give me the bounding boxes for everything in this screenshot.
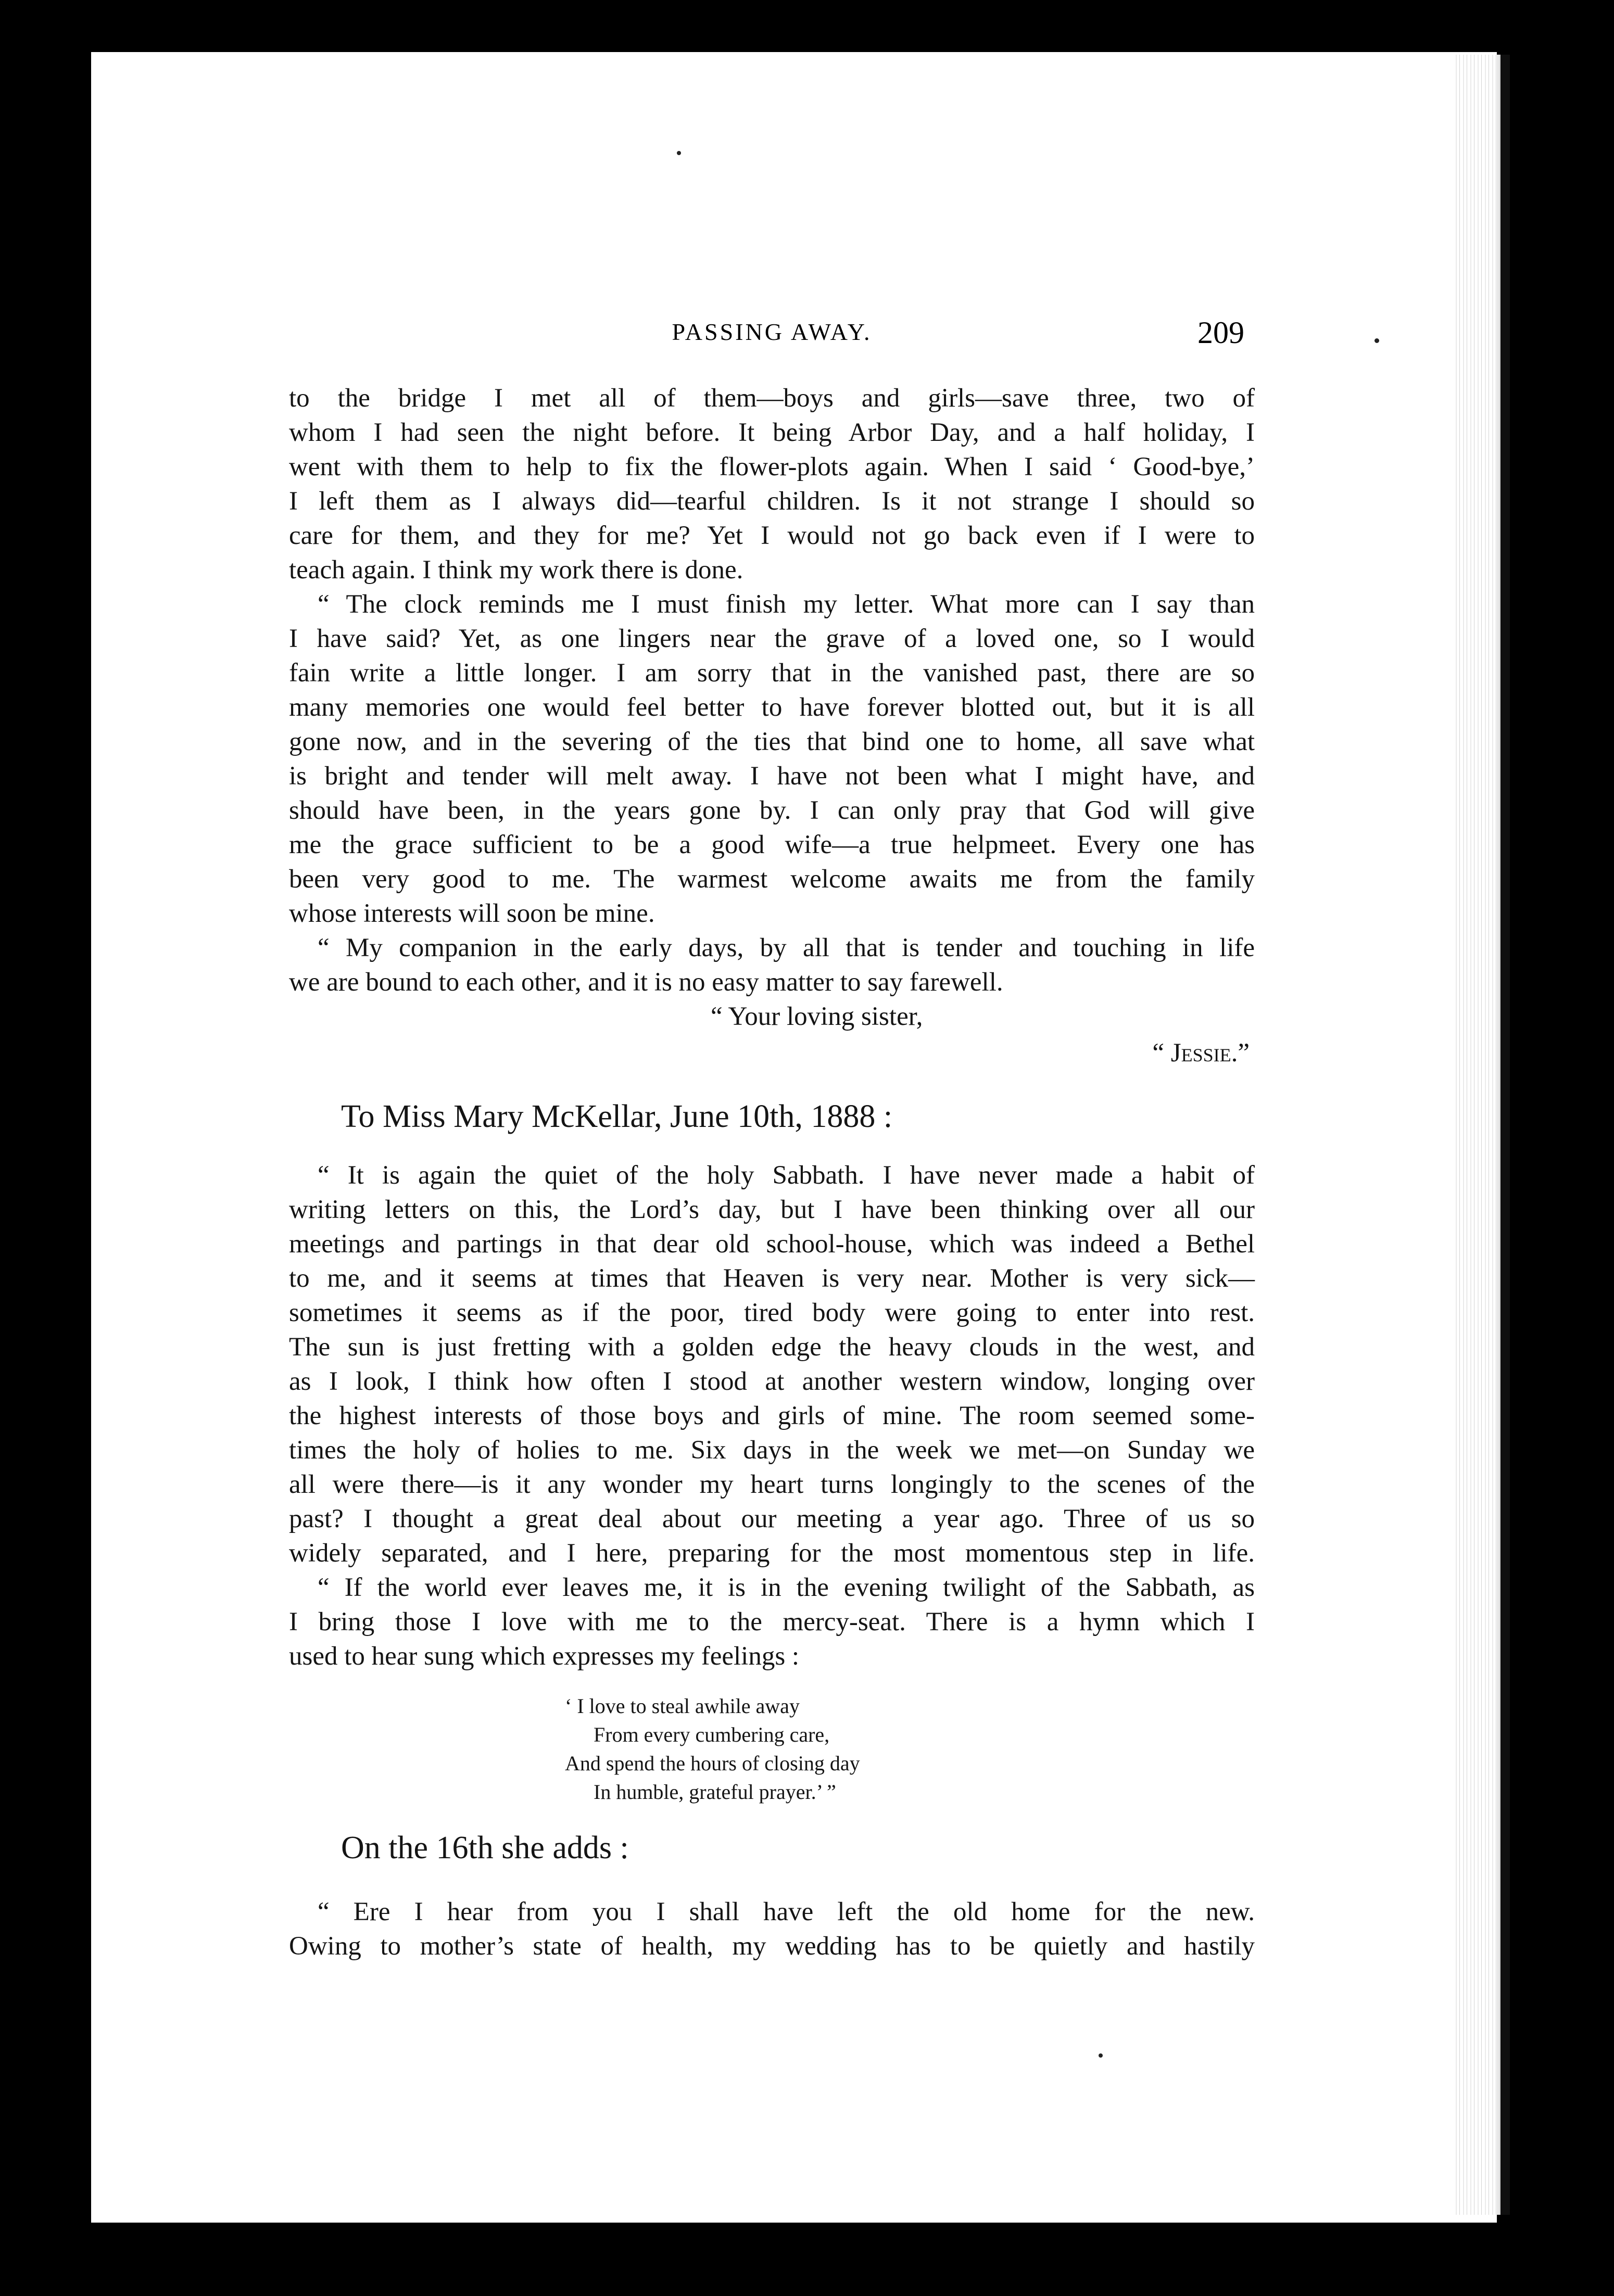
letter-signature: “ Jessie.” [1152,1038,1250,1068]
text-line: the highest interests of those boys and girls of mine. The room seemed some- [289,1401,1255,1430]
text-line: sometimes it seems as if the poor, tired body were going to enter into rest. [289,1298,1255,1327]
text-line: gone now, and in the severing of the ties that bind one to home, all save what [289,727,1255,756]
text-line: care for them, and they for me? Yet I would not go back even if I were to [289,521,1255,550]
text-line: to me, and it seems at times that Heaven is very near. Mother is very sick— [289,1264,1255,1293]
scan-speck [1375,338,1379,343]
text-line: used to hear sung which expresses my feelings : [289,1642,800,1671]
page-edge-shadow [1453,55,1510,2215]
verse-line: From every cumbering care, [594,1723,830,1746]
running-head: PASSING AWAY. [672,319,872,345]
text-line: should have been, in the years gone by. I can only pray that God will give [289,796,1255,825]
text-line: is bright and tender will melt away. I have not been what I might have, and [289,762,1255,791]
text-line: I bring those I love with me to the mercy-seat. There is a hymn which I [289,1607,1255,1637]
text-line: to the bridge I met all of them—boys and girls—save three, two of [289,384,1255,413]
page-header [289,315,1255,351]
text-line: I have said? Yet, as one lingers near the grave of a loved one, so I would [289,624,1255,653]
text-line: fain write a little longer. I am sorry that in the vanished past, there are so [289,658,1255,688]
text-line: me the grace sufficient to be a good wife—a true helpmeet. Every one has [289,830,1255,859]
verse-line: And spend the hours of closing day [565,1752,860,1775]
text-line: as I look, I think how often I stood at another western window, longing over [289,1367,1255,1396]
text-line: whom I had seen the night before. It being Arbor Day, and a half holiday, I [289,418,1255,447]
page-number: 209 [1197,315,1244,350]
text-line: past? I thought a great deal about our meeting a year ago. Three of us so [289,1504,1255,1533]
text-line: “ The clock reminds me I must finish my letter. What more can I say than [318,590,1255,619]
verse-line: In humble, grateful prayer.’ ” [594,1780,836,1804]
text-line: teach again. I think my work there is done. [289,555,743,585]
scan-speck [677,151,681,155]
text-line: The sun is just fretting with a golden edge the heavy clouds in the west, and [289,1333,1255,1362]
text-line: been very good to me. The warmest welcome awaits me from the family [289,865,1255,894]
text-line: “ My companion in the early days, by all that is tender and touching in life [318,933,1255,962]
text-line: writing letters on this, the Lord’s day, but I have been thinking over all our [289,1195,1255,1224]
verse-line: ‘ I love to steal awhile away [565,1694,800,1718]
text-line: times the holy of holies to me. Six days in the week we met—on Sunday we [289,1436,1255,1465]
text-line: widely separated, and I here, preparing for the most momentous step in life. [289,1539,1255,1568]
text-line: I left them as I always did—tearful children. Is it not strange I should so [289,487,1255,516]
section-heading: On the 16th she adds : [341,1830,629,1866]
text-line: “ If the world ever leaves me, it is in the evening twilight of the Sabbath, as [318,1573,1255,1602]
text-line: went with them to help to fix the flower-plots again. When I said ‘ Good-bye,’ [289,452,1255,481]
text-line: many memories one would feel better to have forever blotted out, but it is all [289,693,1255,722]
section-heading: To Miss Mary McKellar, June 10th, 1888 : [341,1099,893,1134]
scan-speck [1099,2053,1103,2058]
text-line: “ Ere I hear from you I shall have left the old home for the new. [318,1897,1255,1926]
text-line: we are bound to each other, and it is no easy matter to say farewell. [289,968,1003,997]
letter-closing: “ Your loving sister, [711,1002,923,1031]
text-line: Owing to mother’s state of health, my wedding has to be quietly and hastily [289,1932,1255,1961]
text-line: all were there—is it any wonder my heart turns longingly to the scenes of the [289,1470,1255,1499]
text-line: “ It is again the quiet of the holy Sabbath. I have never made a habit of [318,1161,1255,1190]
text-line: meetings and partings in that dear old school-house, which was indeed a Bethel [289,1229,1255,1259]
text-line: whose interests will soon be mine. [289,899,655,928]
